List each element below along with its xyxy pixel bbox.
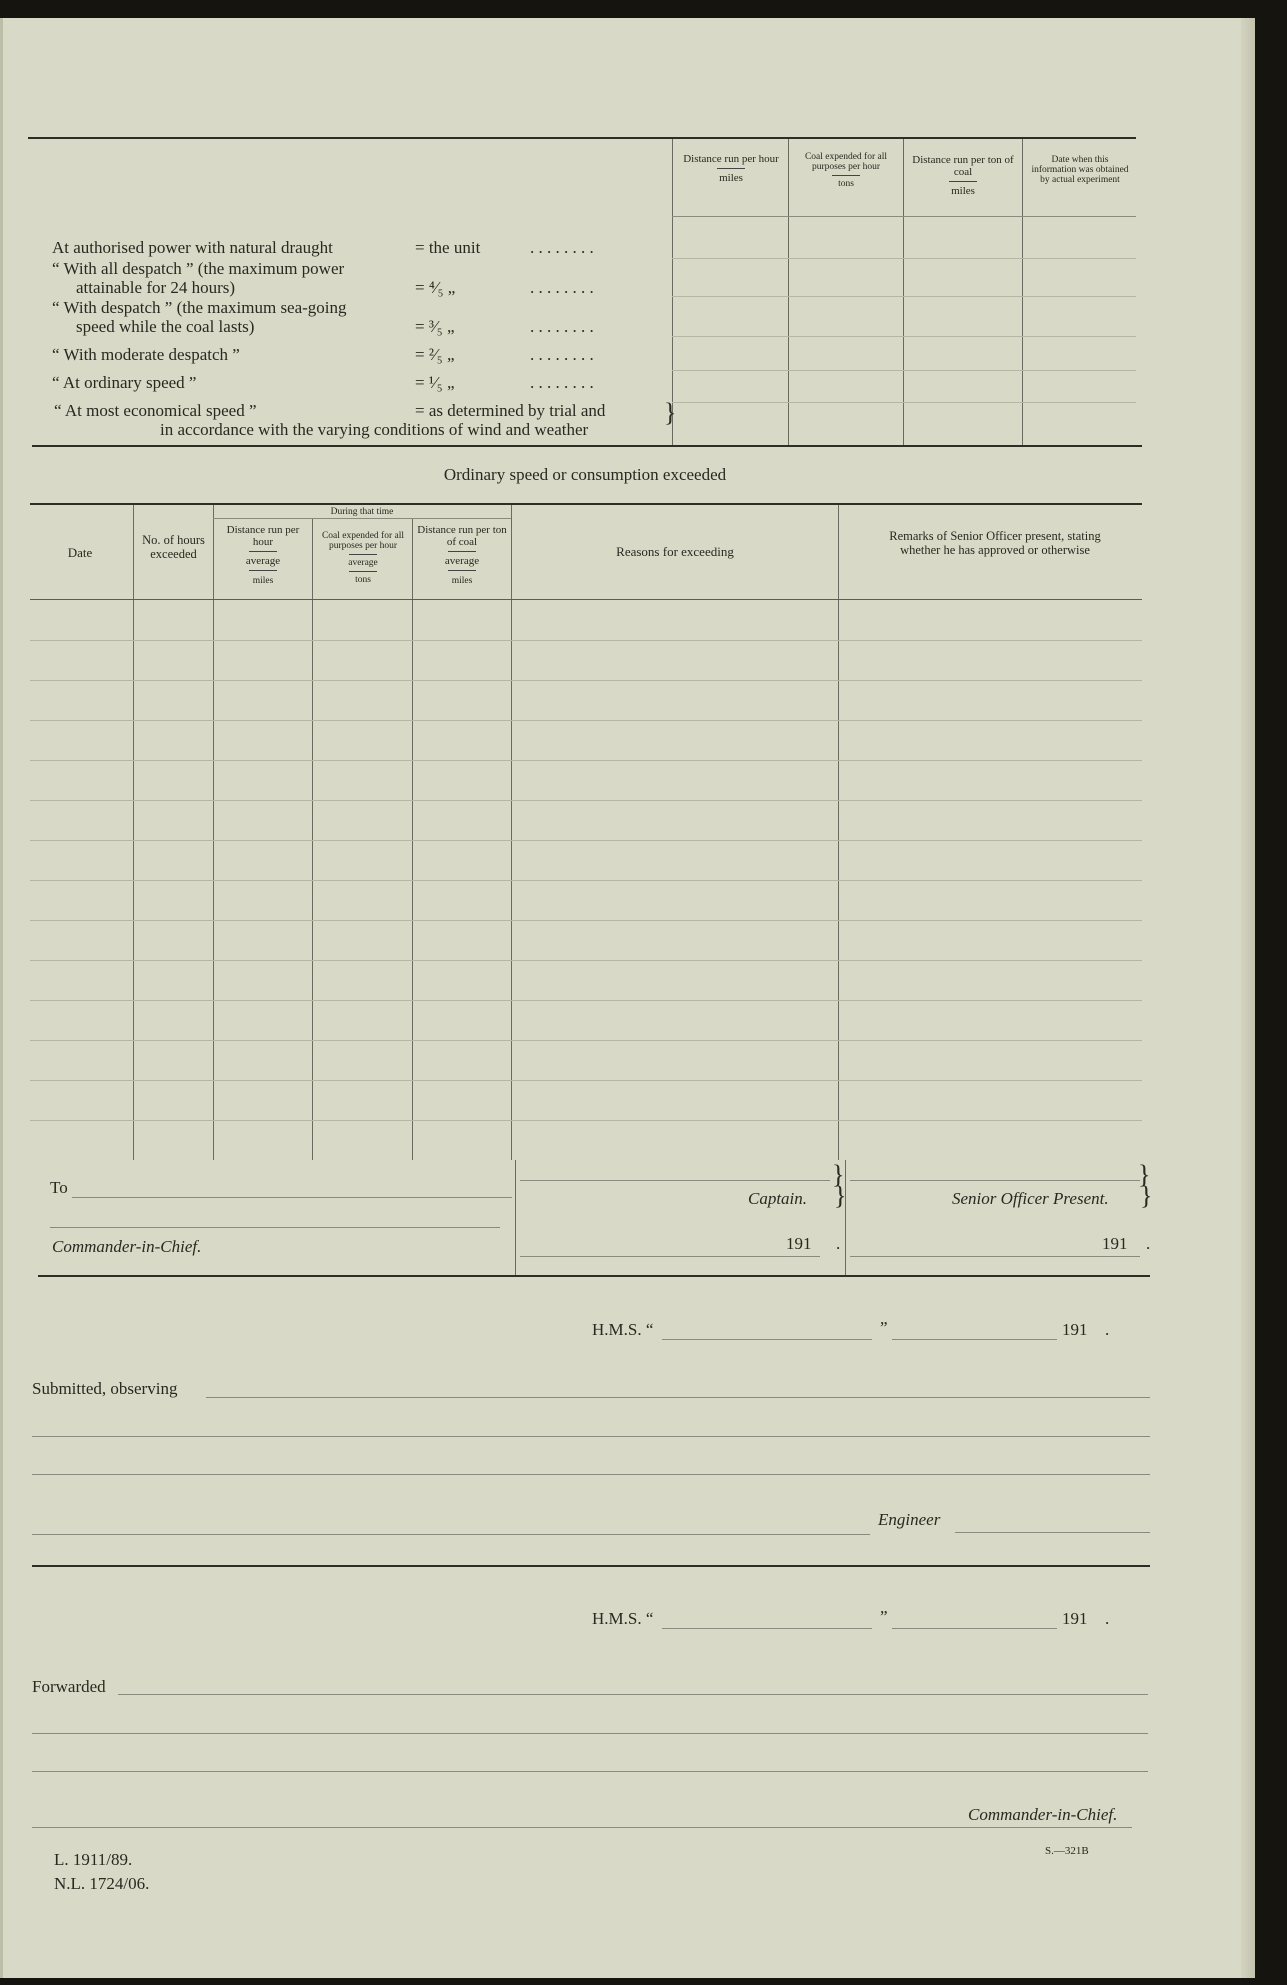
submitted-label: Submitted, observing bbox=[32, 1379, 178, 1398]
hdr-date: Date bbox=[67, 545, 93, 560]
captain-year: 191 bbox=[786, 1234, 812, 1253]
mid-rule bbox=[32, 445, 1142, 447]
hms-close-quote: ” bbox=[880, 1607, 888, 1626]
period: . bbox=[1105, 1609, 1110, 1628]
row-dots: . . . . . . . . bbox=[530, 278, 594, 297]
brace-icon: } bbox=[1140, 1181, 1153, 1210]
row-all-despatch: “ With all despatch ” (the maximum power bbox=[52, 259, 345, 278]
hdr-ex-coal: Coal expended for all purposes per hour average tons bbox=[321, 531, 405, 585]
row-all-despatch-2: attainable for 24 hours) bbox=[76, 278, 236, 297]
row-dots: . . . . . . . . bbox=[530, 373, 594, 392]
brace-icon: } bbox=[834, 1181, 847, 1210]
hms-year: 191 bbox=[1062, 1609, 1088, 1628]
page-edge bbox=[0, 18, 3, 1978]
brace-icon: } bbox=[1138, 1160, 1151, 1189]
row-despatch-ratio: = ³⁄₅ „ bbox=[415, 317, 455, 336]
row-moderate-ratio: = ²⁄₅ „ bbox=[415, 345, 455, 364]
hdr-distance-per-ton: Distance run per ton of coal miles bbox=[912, 154, 1014, 197]
captain-label: Captain. bbox=[748, 1189, 808, 1208]
hdr-ex-distance-run: Distance run per hour average miles bbox=[226, 524, 300, 586]
hdr-during: During that time bbox=[330, 507, 394, 517]
row-authorised-ratio: = the unit bbox=[415, 238, 481, 257]
forwarded-label: Forwarded bbox=[32, 1677, 106, 1696]
form-number: S.—321B bbox=[1045, 1845, 1089, 1857]
hdr-coal-expended: Coal expended for all purposes per hour tons bbox=[804, 152, 888, 189]
hdr-hours: No. of hours exceeded bbox=[142, 533, 205, 561]
hdr-reasons: Reasons for exceeding bbox=[616, 544, 734, 559]
hdr-distance-run: Distance run per hour miles bbox=[683, 153, 779, 184]
period: . bbox=[836, 1234, 841, 1253]
ref-l: L. 1911/89. bbox=[54, 1850, 133, 1869]
brace-icon: } bbox=[832, 1160, 845, 1189]
row-moderate: “ With moderate despatch ” bbox=[52, 345, 240, 364]
row-authorised: At authorised power with natural draught bbox=[52, 238, 333, 257]
to-label: To bbox=[50, 1178, 68, 1197]
row-economical-2: in accordance with the varying conditions of wind and weather bbox=[160, 420, 589, 439]
hms-year: 191 bbox=[1062, 1320, 1088, 1339]
row-despatch-2: speed while the coal lasts) bbox=[76, 317, 255, 336]
forwarded-cinc: Commander-in-Chief. bbox=[968, 1805, 1118, 1824]
row-ordinary-ratio: = ¹⁄₅ „ bbox=[415, 373, 455, 392]
hdr-date-obtained: Date when this information was obtained by actual experiment bbox=[1031, 155, 1129, 185]
senior-year: 191 bbox=[1102, 1234, 1128, 1253]
row-despatch: “ With despatch ” (the maximum sea-going bbox=[52, 298, 347, 317]
row-dots: . . . . . . . . bbox=[530, 238, 594, 257]
cinc-label: Commander-in-Chief. bbox=[52, 1237, 202, 1256]
row-economical-ratio: = as determined by trial and bbox=[415, 401, 606, 420]
senior-officer-label: Senior Officer Present. bbox=[952, 1189, 1109, 1208]
hms-label: H.M.S. “ bbox=[592, 1609, 654, 1628]
exceeded-title: Ordinary speed or consumption exceeded bbox=[443, 465, 727, 484]
hdr-ex-distance-per-ton: Distance run per ton of coal average miles bbox=[417, 524, 507, 586]
ref-nl: N.L. 1724/06. bbox=[54, 1874, 150, 1893]
row-all-despatch-ratio: = ⁴⁄₅ „ bbox=[415, 278, 456, 297]
hdr-remarks: Remarks of Senior Officer present, stating whether he has approved or otherwise bbox=[889, 529, 1101, 557]
row-economical: “ At most economical speed ” bbox=[54, 401, 257, 420]
row-dots: . . . . . . . . bbox=[530, 317, 594, 336]
row-dots: . . . . . . . . bbox=[530, 345, 594, 364]
hms-close-quote: ” bbox=[880, 1318, 888, 1337]
row-ordinary: “ At ordinary speed ” bbox=[52, 373, 197, 392]
top-rule bbox=[28, 137, 1136, 139]
period: . bbox=[1146, 1234, 1151, 1253]
hms-label: H.M.S. “ bbox=[592, 1320, 654, 1339]
engineer-label: Engineer bbox=[878, 1510, 941, 1529]
period: . bbox=[1105, 1320, 1110, 1339]
brace-icon: } bbox=[664, 398, 677, 427]
